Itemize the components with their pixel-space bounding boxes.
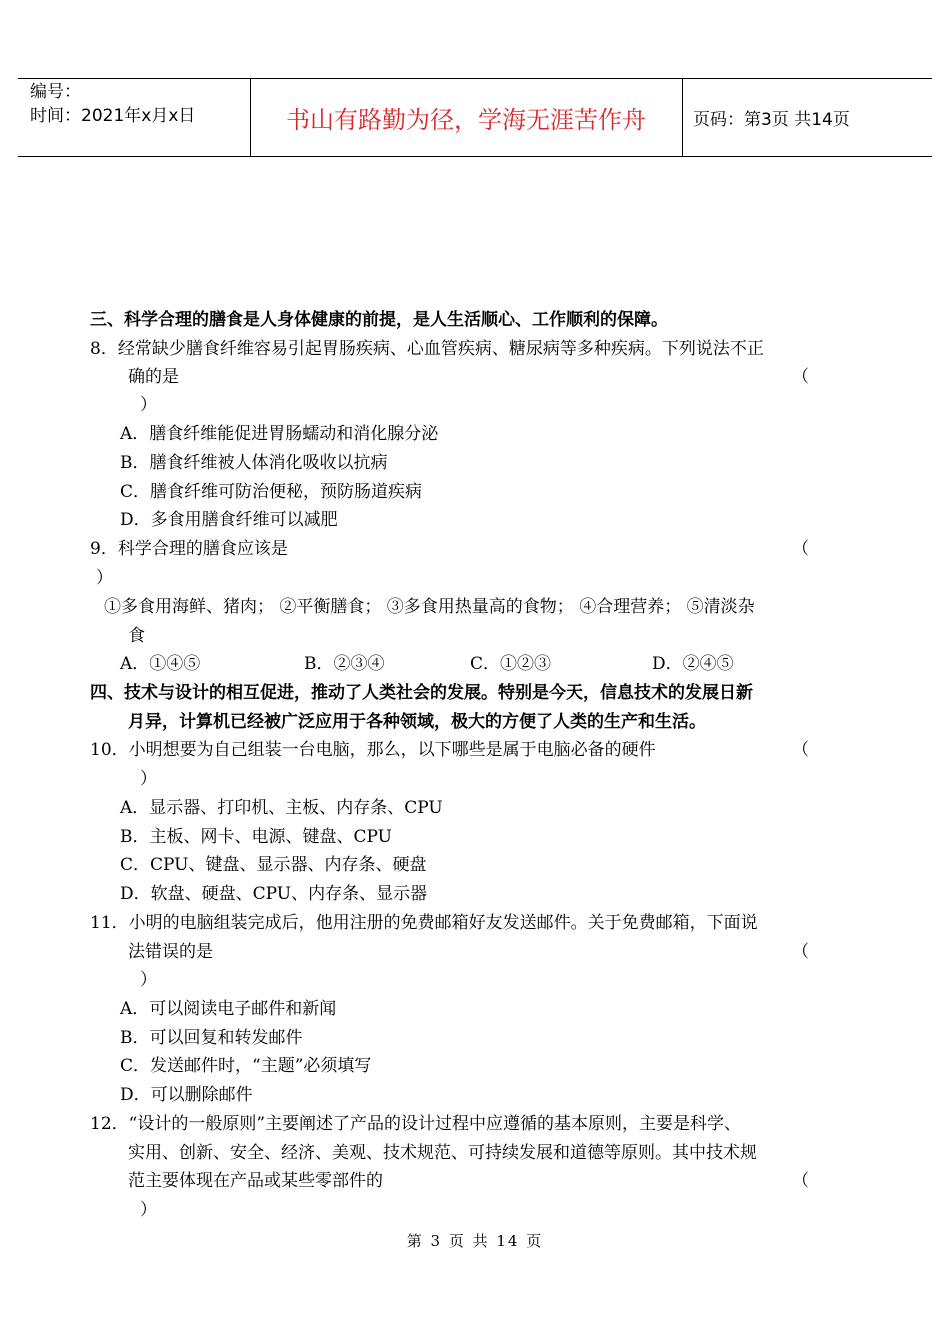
- number-label: 编号：: [30, 82, 81, 102]
- q8-option-c: C．膳食纤维可防治便秘，预防肠道疾病: [120, 482, 423, 502]
- q10-stem: 10．小明想要为自己组装一台电脑，那么，以下哪些是属于电脑必备的硬件: [90, 740, 656, 760]
- q10-option-d: D．软盘、硬盘、CPU、内存条、显示器: [120, 884, 428, 904]
- q9-open-paren: （: [792, 539, 809, 559]
- q10-close-paren: ）: [140, 769, 157, 789]
- q11-close-paren: ）: [140, 970, 157, 990]
- q11-option-c: C．发送邮件时，“主题”必须填写: [120, 1056, 372, 1076]
- q8-open-paren: （: [792, 367, 809, 387]
- header-motto: 书山有路勤为径，学海无涯苦作舟: [286, 105, 646, 134]
- document-header: [18, 78, 932, 158]
- q9-items-line1: ①多食用海鲜、猪肉； ②平衡膳食； ③多食用热量高的食物； ④合理营养； ⑤清淡杂: [104, 597, 755, 617]
- q9-option-d: D．②④⑤: [652, 654, 734, 674]
- q12-stem-line2: 实用、创新、安全、经济、美观、技术规范、可持续发展和道德等原则。其中技术规: [128, 1143, 757, 1163]
- q11-stem-line1: 11．小明的电脑组装完成后，他用注册的免费邮箱好友发送邮件。关于免费邮箱，下面说: [90, 913, 758, 933]
- q12-stem-line1: 12．“设计的一般原则”主要阐述了产品的设计过程中应遵循的基本原则，主要是科学、: [90, 1114, 742, 1134]
- section-4-title-line2: 月异，计算机已经被广泛应用于各种领域，极大的方便了人类的生产和生活。: [128, 712, 706, 732]
- q8-stem-line2: 确的是: [128, 367, 179, 387]
- q10-open-paren: （: [792, 740, 809, 760]
- q12-open-paren: （: [792, 1171, 809, 1191]
- section-3-title: 三、科学合理的膳食是人身体健康的前提，是人生活顺心、工作顺利的保障。: [90, 310, 668, 330]
- q9-items-line2: 食: [128, 626, 145, 646]
- q10-option-b: B．主板、网卡、电源、键盘、CPU: [120, 827, 392, 847]
- page-footer: 第 3 页 共 14 页: [406, 1232, 544, 1250]
- header-divider-right: [682, 78, 683, 156]
- q9-option-c: C．①②③: [470, 654, 552, 674]
- q8-option-b: B．膳食纤维被人体消化吸收以抗病: [120, 453, 388, 473]
- q11-option-b: B．可以回复和转发邮件: [120, 1028, 303, 1048]
- q11-open-paren: （: [792, 942, 809, 962]
- q11-option-a: A．可以阅读电子邮件和新闻: [120, 999, 337, 1019]
- q12-stem-line3: 范主要体现在产品或某些零部件的: [128, 1171, 383, 1191]
- section-4-title-line1: 四、技术与设计的相互促进，推动了人类社会的发展。特别是今天，信息技术的发展日新: [90, 683, 753, 703]
- q10-option-a: A．显示器、打印机、主板、内存条、CPU: [120, 798, 443, 818]
- q11-option-d: D．可以删除邮件: [120, 1085, 253, 1105]
- q12-close-paren: ）: [140, 1200, 157, 1220]
- header-info: [30, 80, 195, 128]
- time-label: 时间：2021年x月x日: [30, 106, 196, 126]
- q8-option-a: A．膳食纤维能促进胃肠蠕动和消化腺分泌: [120, 424, 439, 444]
- q9-stem: 9．科学合理的膳食应该是: [90, 539, 288, 559]
- q8-option-d: D．多食用膳食纤维可以减肥: [120, 510, 338, 530]
- q11-stem-line2: 法错误的是: [128, 942, 213, 962]
- header-bottom-rule: [18, 156, 932, 157]
- header-page-code: 页码：第3页 共14页: [693, 109, 850, 130]
- q9-option-b: B．②③④: [304, 654, 385, 674]
- q8-close-paren: ）: [140, 395, 157, 415]
- q9-close-paren: ）: [96, 568, 113, 588]
- q8-stem-line1: 8．经常缺少膳食纤维容易引起胃肠疾病、心血管疾病、糖尿病等多种疾病。下列说法不正: [90, 339, 764, 359]
- q9-option-a: A．①④⑤: [120, 654, 201, 674]
- q10-option-c: C．CPU、键盘、显示器、内存条、硬盘: [120, 855, 427, 875]
